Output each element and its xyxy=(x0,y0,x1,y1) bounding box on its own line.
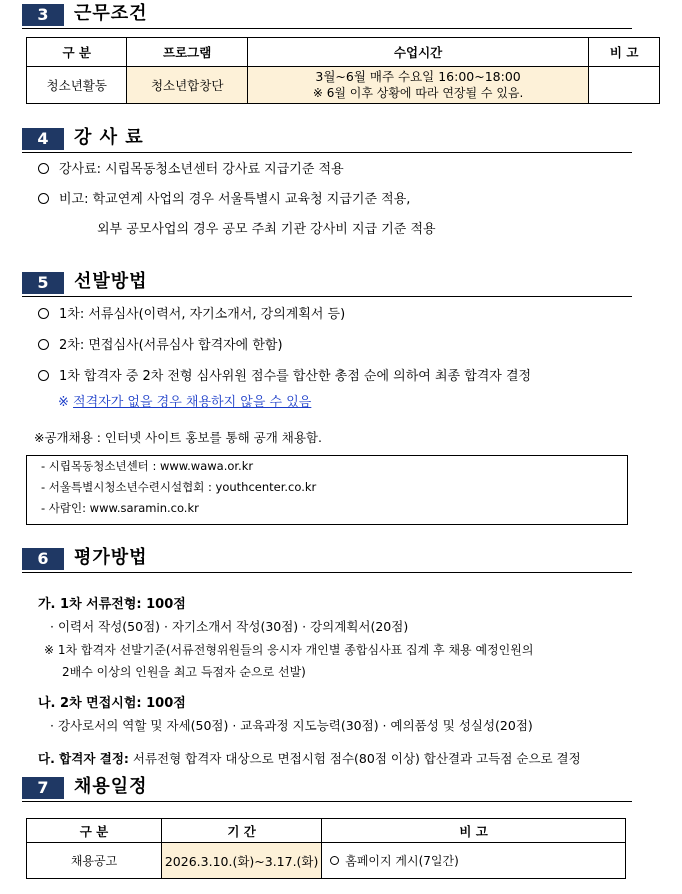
eval-a-note-1: ※ 1차 합격자 선발기준(서류전형위원들의 응시자 개인별 종합심사표 집계 후 채용 예정인원의 xyxy=(44,643,534,657)
time-line-2: ※ 6월 이후 상황에 따라 연장될 수 있음. xyxy=(312,86,524,100)
site-item: - 사람인: www.saramin.co.kr xyxy=(41,501,199,515)
selection-line-1: 1차: 서류심사(이력서, 자기소개서, 강의계획서 등) xyxy=(38,306,345,324)
section-title: 강 사 료 xyxy=(74,127,144,148)
selection-note-text: 적격자가 없을 경우 채용하지 않을 수 있음 xyxy=(73,395,312,410)
circle-bullet-icon xyxy=(38,163,49,174)
selection-line-3: 1차 합격자 중 2차 전형 심사위원 점수를 합산한 총점 순에 의하여 최종 합격자 결정 xyxy=(38,368,531,386)
time-line-1: 3월~6월 매주 수요일 16:00~18:00 xyxy=(315,69,521,84)
circle-bullet-icon xyxy=(38,339,49,350)
col-header-program: 프로그램 xyxy=(127,38,247,67)
public-recruit-text: ※공개채용 : 인터넷 사이트 홍보를 통해 공개 채용함. xyxy=(34,430,322,445)
section-number: 3 xyxy=(22,4,64,26)
fee-line-2: 비고: 학교연계 사업의 경우 서울특별시 교육청 지급기준 적용, xyxy=(38,191,410,209)
section-5-header xyxy=(22,272,632,297)
circle-bullet-icon xyxy=(38,370,49,381)
cell-program: 청소년합창단 xyxy=(127,67,247,104)
eval-c-title: 다. 합격자 결정: xyxy=(38,751,129,766)
col-header-category: 구 분 xyxy=(27,38,127,67)
eval-b-title: 나. 2차 면접시험: 100점 xyxy=(38,696,186,711)
section-3-header xyxy=(22,4,632,29)
col-header-note: 비 고 xyxy=(589,38,660,67)
fee-line-1: 강사료: 시립목동청소년센터 강사료 지급기준 적용 xyxy=(38,161,344,179)
section-number: 4 xyxy=(22,128,64,150)
eval-a-line: · 이력서 작성(50점) · 자기소개서 작성(30점) · 강의계획서(20점) xyxy=(50,619,409,634)
circle-bullet-icon xyxy=(38,193,49,204)
work-conditions-table xyxy=(26,37,660,104)
circle-bullet-icon xyxy=(38,308,49,319)
cell-period: 2026.3.10.(화)~3.17.(화) xyxy=(162,843,322,879)
section-title: 선발방법 xyxy=(74,271,148,292)
cell-note xyxy=(589,67,660,104)
col-header-time: 수업시간 xyxy=(247,38,588,67)
selection-note: ※ 적격자가 없을 경우 채용하지 않을 수 있음 xyxy=(58,395,312,410)
cell-category: 채용공고 xyxy=(27,843,162,879)
site-item: - 서울특별시청소년수련시설협회 : youthcenter.co.kr xyxy=(41,480,317,494)
selection-line-2: 2차: 면접심사(서류심사 합격자에 한함) xyxy=(38,337,283,355)
section-number: 7 xyxy=(22,777,64,799)
cell-note: 홈페이지 게시(7일간) xyxy=(322,843,626,879)
section-title: 채용일정 xyxy=(74,776,148,797)
eval-a-title: 가. 1차 서류전형: 100점 xyxy=(38,597,186,612)
cell-category: 청소년활동 xyxy=(27,67,127,104)
col-header-note: 비 고 xyxy=(322,819,626,843)
section-7-header xyxy=(22,777,632,802)
site-item: - 시립목동청소년센터 : www.wawa.or.kr xyxy=(41,459,254,473)
col-header-category: 구 분 xyxy=(27,819,162,843)
col-header-period: 기 간 xyxy=(162,819,322,843)
eval-c-text: 서류전형 합격자 대상으로 면접시험 점수(80점 이상) 합산결과 고득점 순으로 결정 xyxy=(132,751,581,766)
eval-a-note-2: 2배수 이상의 인원을 최고 득점자 순으로 선발) xyxy=(62,665,306,679)
fee-line-3: 외부 공모사업의 경우 공모 주최 기관 강사비 지급 기준 적용 xyxy=(97,222,436,237)
section-number: 5 xyxy=(22,272,64,294)
schedule-table xyxy=(26,818,626,879)
section-number: 6 xyxy=(22,548,64,570)
recruit-sites-box xyxy=(26,455,628,525)
section-title: 근무조건 xyxy=(74,3,148,24)
section-4-header xyxy=(22,128,632,153)
section-title: 평가방법 xyxy=(74,547,148,568)
circle-bullet-icon xyxy=(330,856,339,865)
eval-b-line: · 강사로서의 역할 및 자세(50점) · 교육과정 지도능력(30점) · 예의품성 및 성실성(20점) xyxy=(50,718,533,733)
cell-time xyxy=(247,67,588,104)
section-6-header xyxy=(22,548,632,573)
eval-c-line xyxy=(38,750,581,768)
